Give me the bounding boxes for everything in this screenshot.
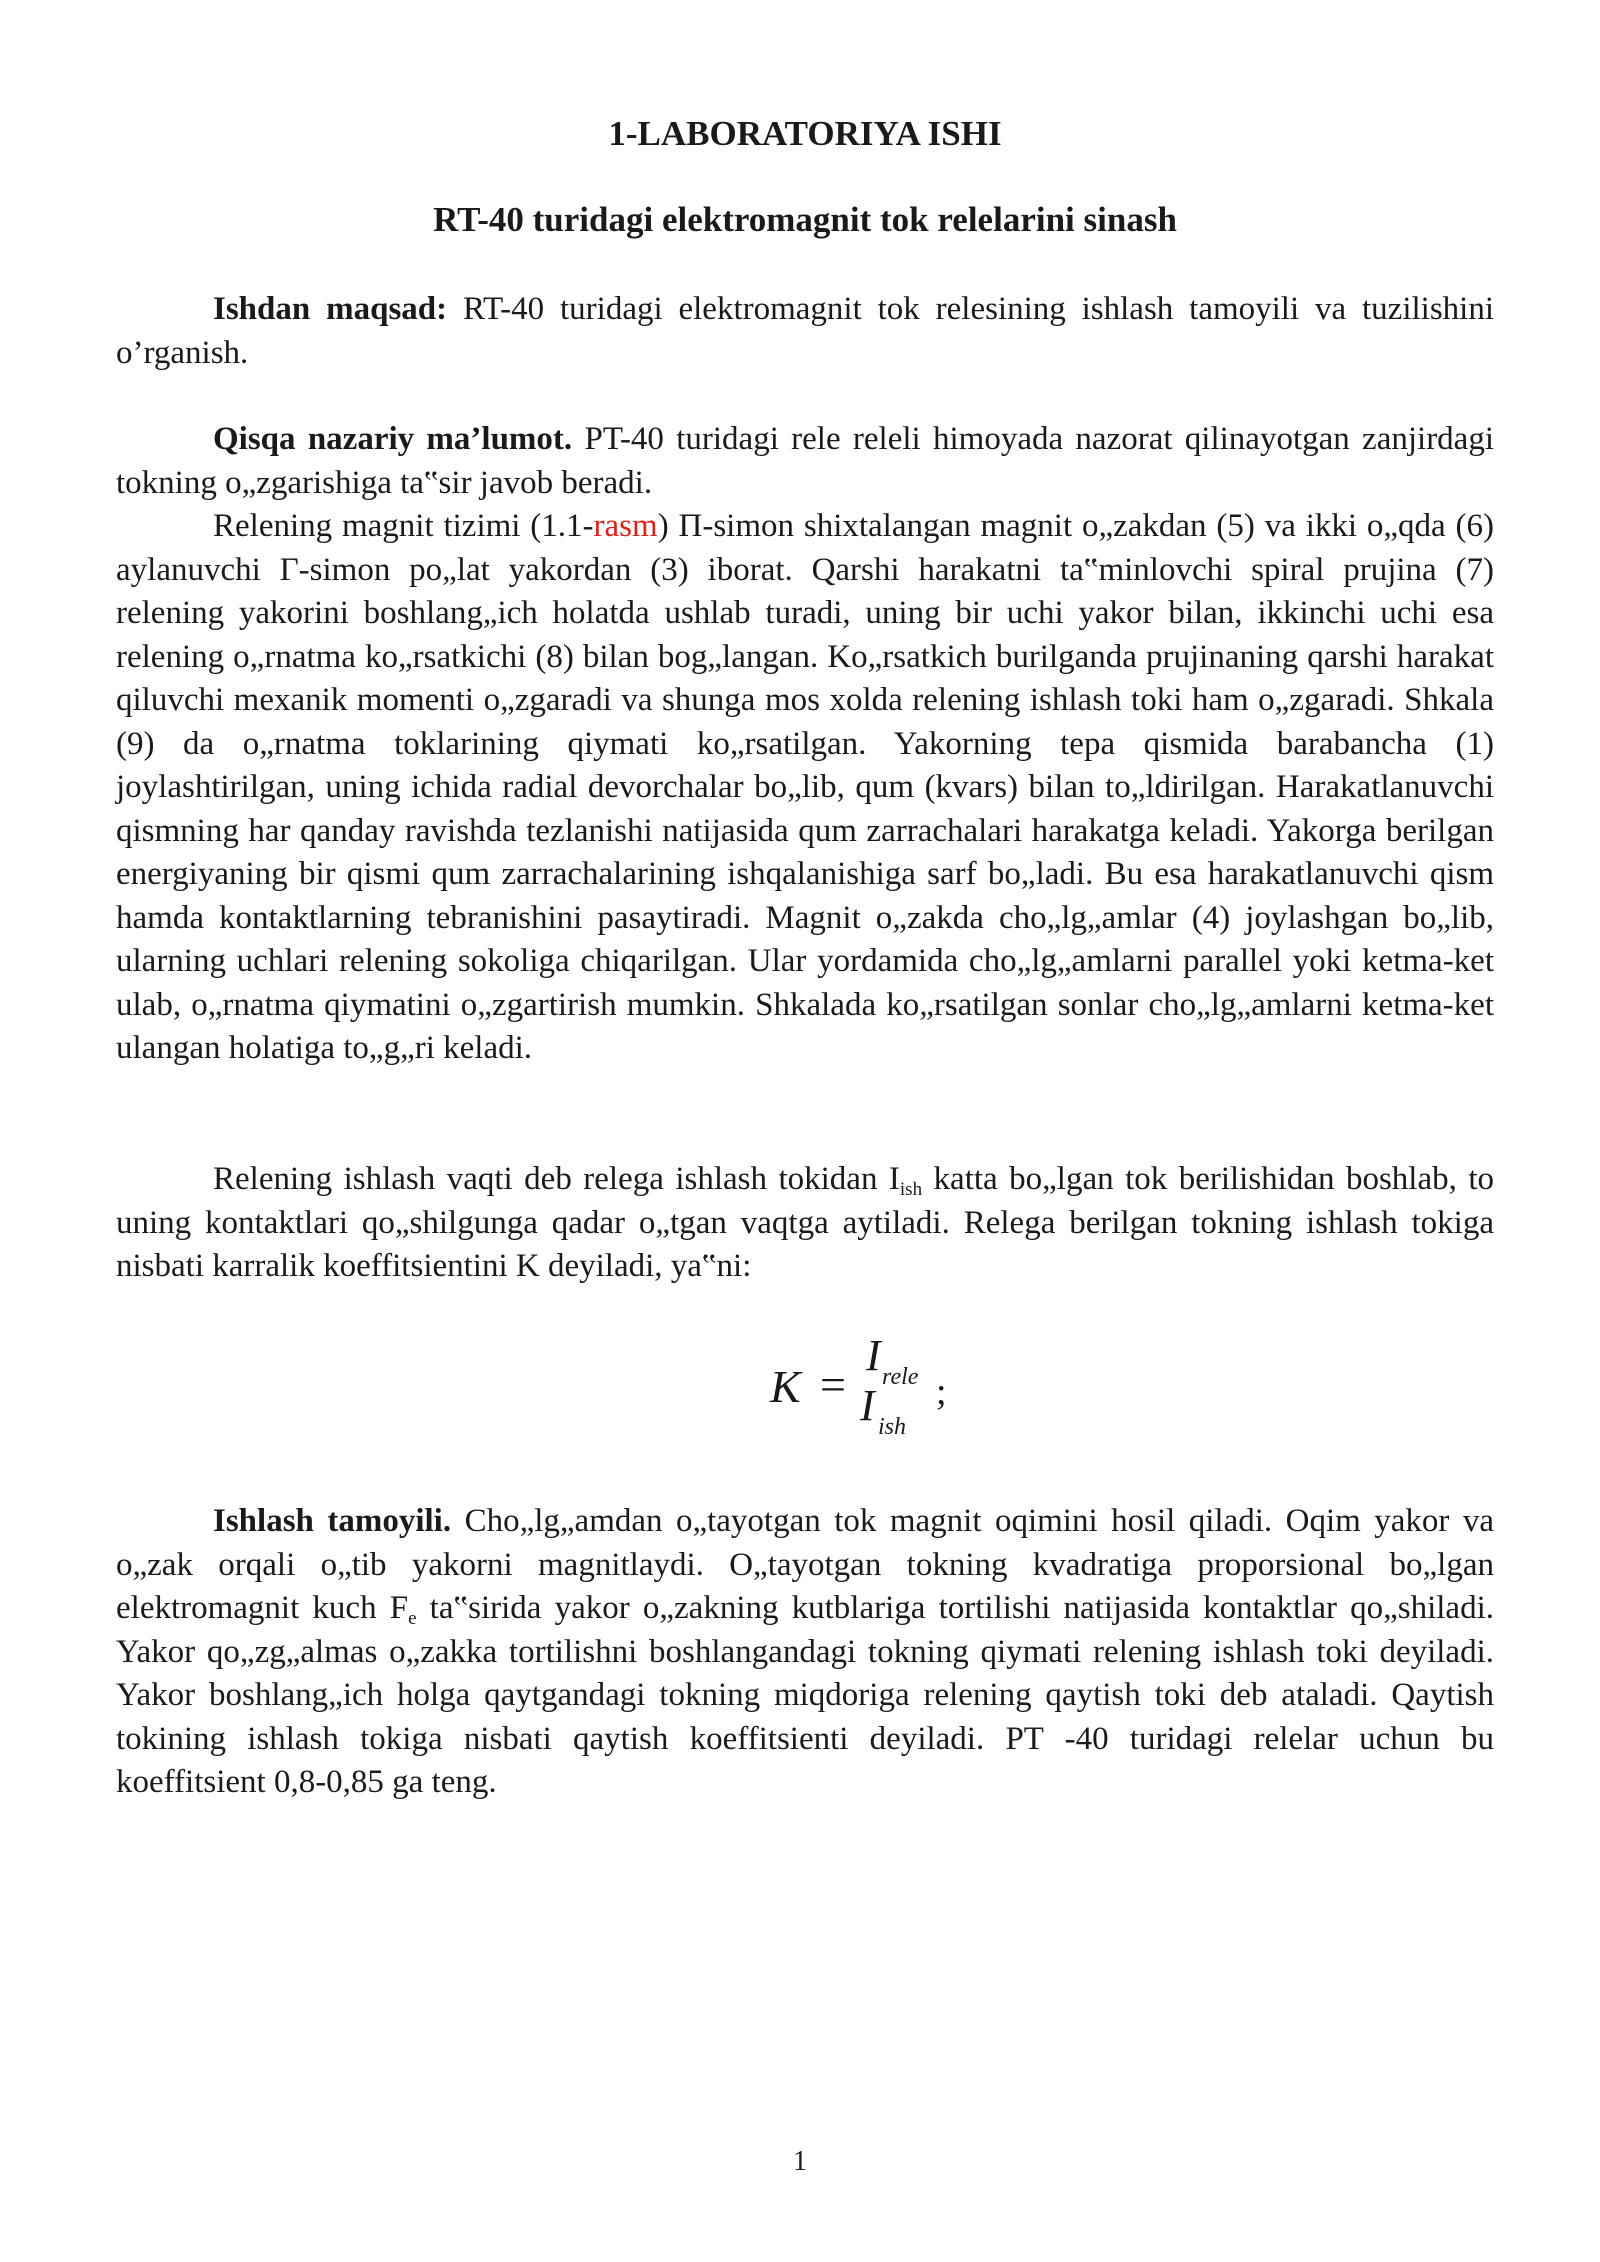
magnetic-text-start: Relening magnit tizimi (1.1- [213, 508, 594, 544]
magnetic-text-rest: ) П-simon shixtalangan magnit o„zakdan (5) va ikki o„qda (6) aylanuvchi Г-simon po„lat yakordan (3) iborat. Qarshi harakatni ta‟minlovchi spiral prujina (7) relening yakorini boshlang„ich holatda ushlab turadi, uning bir uchi yakor bilan, ikkinchi uchi esa relening o„rnatma ko„rsatkichi (8) bilan bog„langan. Ko„rsatkich burilganda prujinaning qarshi harakat qiluvchi mexanik momenti o„zgaradi va shunga mos xolda relening ishlash toki ham o„zgaradi. Shkala (9) da o„rnatma toklarining qiymati ko„rsatilgan. Yakorning tepa qismida barabancha (1) joylashtirilgan, uning ichida radial devorchalar bo„lib, qum (kvars) bilan to„ldirilgan. Harakatlanuvchi qismning har qanday ravishda tezlanishi natijasida qum zarrachalari harakatga keladi. Yakorga berilgan energiyaning bir qismi qum zarrachalarining ishqalanishiga sarf bo„ladi. Bu esa harakatlanuvchi qism hamda kontaktlarning tebranishini pasaytiradi. Magnit o„zakda cho„lg„amlar (4) joylashgan bo„lib, ularning uchlari relening sokoliga chiqarilgan. Ular yordamida cho„lg„amlarni parallel yoki ketma-ket ulab, o„rnatma qiymatini o„zgartirish mumkin. Shkalada ko„rsatilgan sonlar cho„lg„amlarni ketma-ket ulangan holatiga to„g„ri keladi. [116, 508, 1494, 1066]
principle-label: Ishlash tamoyili. [213, 1503, 452, 1539]
multiplicity-formula [760, 1330, 980, 1450]
paragraph-operating-time [116, 1158, 1494, 1289]
force-subscript: e [408, 1608, 417, 1629]
principle-text-rest: ta‟sirida yakor o„zakning kutblariga tortilishi natijasida kontaktlar qo„shiladi. Yakor qo„zg„almas o„zakka tortilishni boshlangandagi tokning qiymati relening ishlash toki deyiladi. Yakor boshlang„ich holga qaytgandagi tokning miqdoriga relening qaytish toki deb ataladi. Qaytish tokining ishlash tokiga nisbati qaytish koeffitsienti deyiladi. PT -40 turidagi relelar uchun bu koeffitsient 0,8-0,85 ga teng. [116, 1590, 1494, 1800]
formula-denominator-i: I [860, 1381, 875, 1430]
principle-text-start: Cho„lg„amdan o„tayotgan tok magnit oqimini hosil qiladi. Oqim yakor va o„zak orqali o„tib yakorni magnitlaydi. O„tayotgan tokning kvadratiga proporsional bo„lgan elektromagnit kuch F [116, 1503, 1494, 1626]
figure-reference-link[interactable]: rasm [593, 508, 658, 544]
formula-numerator-sub: rele [882, 1364, 919, 1390]
theory-text: PT-40 turidagi rele releli himoyada nazorat qilinayotgan zanjirdagi tokning o„zgarishiga ta‟sir javob beradi. [116, 421, 1494, 501]
formula-numerator-i: I [866, 1331, 881, 1380]
paragraph-purpose [116, 288, 1494, 375]
paragraph-magnetic-system [116, 505, 1494, 1071]
formula-equals: = [820, 1359, 846, 1410]
formula-k: K [770, 1361, 801, 1412]
theory-label: Qisqa nazariy ma’lumot. [213, 421, 573, 457]
current-subscript: ish [899, 1179, 923, 1200]
purpose-text: RT-40 turidagi elektromagnit tok relesining ishlash tamoyili va tuzilishini o’rganish. [116, 291, 1494, 371]
operating-text-rest: katta bo„lgan tok berilishidan boshlab, to uning kontaktlari qo„shilgunga qadar o„tgan vaqtga aytiladi. Relega berilgan tokning ishlash tokiga nisbati karralik koeffitsientini K deyiladi, ya‟ni: [116, 1161, 1494, 1284]
formula-semicolon: ; [936, 1371, 947, 1413]
page-number: 1 [793, 2146, 807, 2177]
formula-denominator-sub: ish [878, 1414, 907, 1440]
page-subtitle: RT-40 turidagi elektromagnit tok relelarini sinash [433, 200, 1177, 239]
purpose-label: Ishdan maqsad: [213, 291, 448, 327]
operating-text-start: Relening ishlash vaqti deb relega ishlash tokidan I [213, 1161, 900, 1197]
paragraph-working-principle [116, 1500, 1494, 1805]
page-title: 1-LABORATORIYA ISHI [608, 114, 1002, 153]
paragraph-theory [116, 418, 1494, 505]
